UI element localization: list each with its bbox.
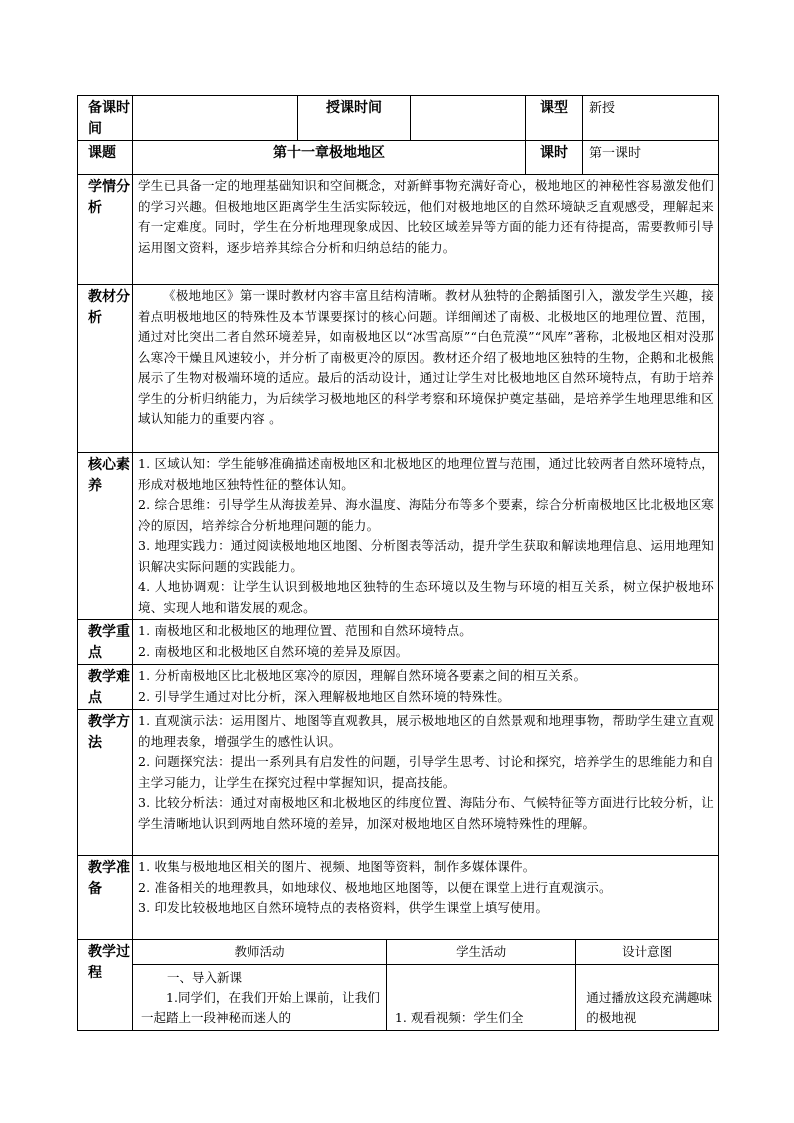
prep-time-label: 备课时间 xyxy=(78,96,133,141)
col-student-header: 学生活动 xyxy=(386,940,575,965)
list-item: 3. 印发比较极地地区自然环境特点的表格资料，供学生课堂上填写使用。 xyxy=(138,900,549,915)
col-purpose-header: 设计意图 xyxy=(576,940,718,965)
col-teacher-header: 教师活动 xyxy=(133,940,386,965)
process-header-row xyxy=(133,940,718,965)
lesson-type-value: 新授 xyxy=(583,96,719,141)
purpose-text: 通过播放这段充满趣味的极地视 xyxy=(586,990,712,1025)
list-item: 1. 南极地区和北极地区的地理位置、范围和自然环境特点。 xyxy=(138,623,473,638)
list-item: 1. 直观演示法：运用图片、地图等直观教具，展示极地地区的自然景观和地理事物，帮助学生建立直观的地理表象，增强学生的感性认识。 xyxy=(138,713,714,749)
process-table xyxy=(133,940,718,1030)
preparation-label: 教学准备 xyxy=(78,856,133,940)
list-item: 2. 南极地区和北极地区自然环境的差异及原因。 xyxy=(138,643,409,659)
preparation-list xyxy=(133,856,719,940)
core-literacy-row xyxy=(78,453,719,620)
list-item: 2. 综合思维：引导学生从海拔差异、海水温度、海陆分布等多个要素，综合分析南极地区比北极地区寒冷的原因，培养综合分析地理问题的能力。 xyxy=(138,497,714,533)
list-item: 2. 准备相关的地理教具，如地球仪、极地地区地图等，以便在课堂上进行直观演示。 xyxy=(138,879,612,895)
key-points-list xyxy=(133,620,719,665)
list-item: 1. 区域认知：学生能够准确描述南极地区和北极地区的地理位置与范围，通过比较两者自然环境特点，形成对极地地区独特性征的整体认知。 xyxy=(138,456,714,492)
process-row xyxy=(78,940,719,1031)
teacher-activity-cell xyxy=(133,965,386,1031)
list-item: 4. 人地协调观：让学生认识到极地地区独特的生态环境以及生物与环境的相互关系，树立保护极地环境、实现人地和谐发展的观念。 xyxy=(138,579,714,615)
list-item: 2. 问题探究法：提出一系列具有启发性的问题，引导学生思考、讨论和探究，培养学生的思维能力和自主学习能力，让学生在探究过程中掌握知识，提高技能。 xyxy=(138,754,714,790)
student-activity-cell xyxy=(386,965,575,1031)
list-item: 1. 分析南极地区比北极地区寒冷的原因，理解自然环境各要素之间的相互关系。 xyxy=(138,668,587,683)
methods-row xyxy=(78,710,719,856)
lesson-plan-table xyxy=(77,95,719,1031)
material-analysis-text xyxy=(133,285,719,453)
process-label: 教学过程 xyxy=(78,940,133,1031)
methods-label: 教学方法 xyxy=(78,710,133,856)
preparation-row xyxy=(78,856,719,940)
material-analysis-paragraph: 《极地地区》第一课时教材内容丰富且结构清晰。教材从独特的企鹅插图引入，激发学生兴趣，接着点明极地地区的特殊性及本节课要探讨的核心问题。详细阐述了南极、北极地区的地理位置、范围，通过对比突出二者自然环境差异，如南极地区以“冰雪高原”“白色荒漠”“风库”著称，北极地区相对没那么寒冷干燥且风速较小，并分析了南极更冷的原因。教材还介绍了极地地区独特的生物，企鹅和北极熊展示了生物对极端环境的适应。最后的活动设计，通过让学生对比极地地区自然环境特点，有助于培养学生的分析归纳能力，为后续学习极地地区的科学考察和环境保护奠定基础，是培养学生地理思维和区域认知能力的重要内容 。 xyxy=(138,288,714,426)
purpose-cell xyxy=(576,965,718,1031)
process-cell xyxy=(133,940,719,1031)
student-analysis-text xyxy=(133,175,719,285)
lesson-type-label: 课型 xyxy=(526,96,583,141)
process-content-row xyxy=(133,965,718,1031)
difficult-points-label: 教学难点 xyxy=(78,665,133,710)
list-item: 3. 地理实践力：通过阅读极地地区地图、分析图表等活动，提升学生获取和解读地理信息、运用地理知识解决实际问题的实践能力。 xyxy=(138,538,714,574)
period-value: 第一课时 xyxy=(583,141,719,175)
header-row-time xyxy=(78,96,719,141)
topic-label: 课题 xyxy=(78,141,133,175)
student-analysis-row xyxy=(78,175,719,285)
list-item: 3. 比较分析法：通过对南极地区和北极地区的纬度位置、海陆分布、气候特征等方面进行比较分析，让学生清晰地认识到两地自然环境的差异，加深对极地地区自然环境特殊性的理解。 xyxy=(138,795,714,831)
topic-value: 第十一章极地地区 xyxy=(133,141,526,175)
key-points-row xyxy=(78,620,719,665)
period-label: 课时 xyxy=(526,141,583,175)
student-analysis-paragraph: 学生已具备一定的地理基础知识和空间概念，对新鲜事物充满好奇心，极地地区的神秘性容易激发他们的学习兴趣。但极地地区距离学生生活实际较远，他们对极地地区的自然环境缺乏直观感受，理解起来有一定难度。同时，学生在分析地理现象成因、比较区域差异等方面的能力还有待提高，需要教师引导运用图文资料，逐步培养其综合分析和归纳总结的能力。 xyxy=(138,178,714,255)
difficult-points-list xyxy=(133,665,719,710)
key-points-label: 教学重点 xyxy=(78,620,133,665)
methods-list xyxy=(133,710,719,856)
core-literacy-list xyxy=(133,453,719,620)
teach-time-value xyxy=(411,96,526,141)
teach-time-label: 授课时间 xyxy=(298,96,411,141)
prep-time-value xyxy=(133,96,298,141)
header-row-topic xyxy=(78,141,719,175)
student-analysis-label: 学情分析 xyxy=(78,175,133,285)
difficult-points-row xyxy=(78,665,719,710)
list-item: 2. 引导学生通过对比分析，深入理解极地地区自然环境的特殊性。 xyxy=(138,688,511,704)
student-text: 1. 观看视频：学生们全 xyxy=(394,1010,524,1025)
teacher-text: 1.同学们，在我们开始上课前，让我们一起踏上一段神秘而迷人的 xyxy=(141,990,380,1025)
material-analysis-label: 教材分析 xyxy=(78,285,133,453)
list-item: 1. 收集与极地地区相关的图片、视频、地图等资料，制作多媒体课件。 xyxy=(138,859,536,874)
material-analysis-row xyxy=(78,285,719,453)
teacher-heading: 一、导入新课 xyxy=(167,970,243,985)
core-literacy-label: 核心素养 xyxy=(78,453,133,620)
